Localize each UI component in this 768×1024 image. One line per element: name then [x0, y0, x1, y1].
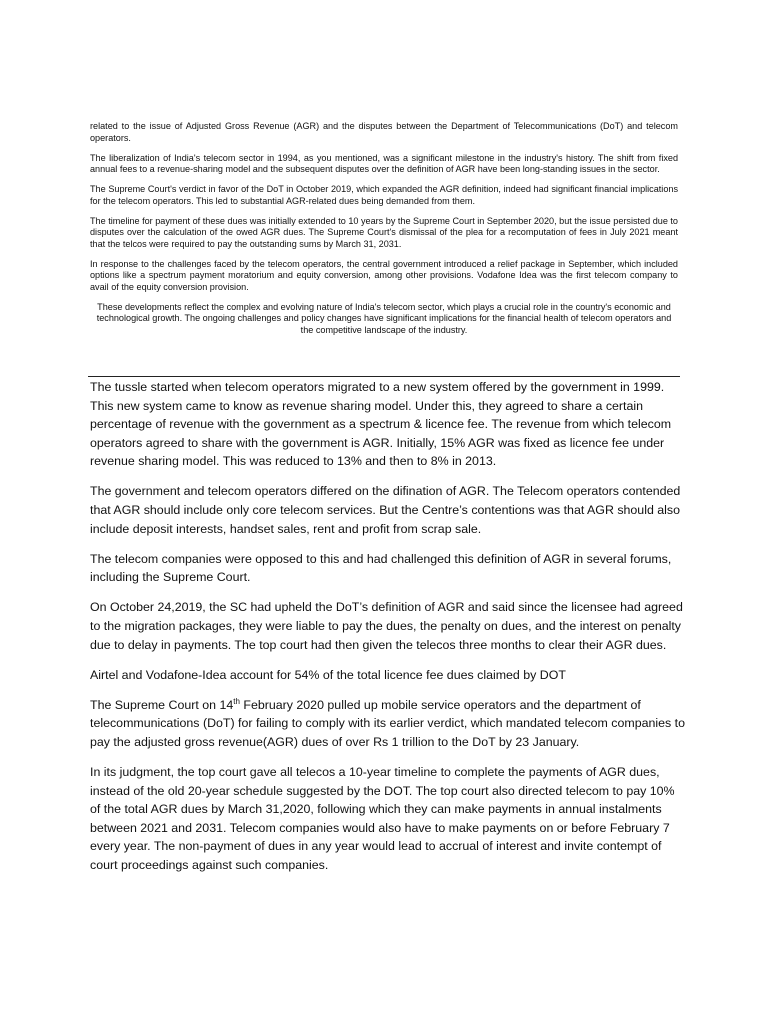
summary-paragraph: In response to the challenges faced by the telecom operators, the central government introduced a relief package in September, which included options like a spectrum payment moratorium and equity conversion, among other provisions. Vodafone Idea was the first telecom company to avail of the equity conversion provision. — [90, 258, 678, 292]
summary-conclusion: These developments reflect the complex and evolving nature of India's telecom sector, which plays a crucial role in the country's economic and technological growth. The ongoing challenges and policy changes have significant implications for the financial health of telecom operators and the competitive landscape of the industry. — [96, 301, 672, 335]
body-paragraph: The tussle started when telecom operators migrated to a new system offered by the government in 1999. This new system came to know as revenue sharing model. Under this, they agreed to share a certain percentage of revenue with the government as a spectrum & licence fee. The revenue from which telecom operators agreed to share with the government is AGR. Initially, 15% AGR was fixed as licence fee under revenue sharing model. This was reduced to 13% and then to 8% in 2013. — [90, 380, 672, 469]
body-paragraph — [90, 696, 686, 752]
body-paragraph: Airtel and Vodafone-Idea account for 54% of the total licence fee dues claimed by DOT — [90, 667, 566, 682]
summary-section — [90, 121, 678, 336]
summary-paragraph: The liberalization of India's telecom sector in 1994, as you mentioned, was a significant milestone in the industry's history. The shift from fixed annual fees to a revenue-sharing model and the subsequent disputes over the definition of AGR have been long-standing issues in the sector. — [90, 152, 678, 174]
body-text: The Supreme Court on 14 — [90, 697, 234, 712]
body-text: February 2020 pulled up mobile service operators and the department of telecommunications (DoT) for failing to comply with its earlier verdict, which mandated telecom companies to pay the adjusted gross revenue(AGR) dues of over Rs 1 trillion to the DoT by 23 January. — [90, 697, 685, 749]
section-divider — [88, 376, 680, 377]
body-paragraph: The government and telecom operators differed on the difination of AGR. The Telecom operators contended that AGR should include only core telecom services. But the Centre’s contentions was that AGR should also include deposit interests, handset sales, rent and profit from scrap sale. — [90, 484, 681, 536]
body-paragraph: In its judgment, the top court gave all telecos a 10-year timeline to complete the payments of AGR dues, instead of the old 20-year schedule suggested by the DOT. The top court also directed telecom to pay 10% of the total AGR dues by March 31,2020, following which they can make payments in annual instalments between 2021 and 2031. Telecom companies would also have to make payments on or before February 7 every year. The non-payment of dues in any year would lead to accrual of interest and invite contempt of court proceedings against such companies. — [90, 765, 675, 873]
summary-paragraph: The Supreme Court's verdict in favor of the DoT in October 2019, which expanded the AGR definition, indeed had significant financial implications for the telecom operators. This led to substantial AGR-related dues being demanded from them. — [90, 184, 678, 206]
main-body — [90, 378, 686, 886]
body-paragraph: On October 24,2019, the SC had upheld the DoT’s definition of AGR and said since the licensee had agreed to the migration packages, they were liable to pay the dues, the penalty on dues, and the interest on penalty due to delay in payments. The top court had then given the telecos three months to clear their AGR dues. — [90, 600, 683, 652]
summary-paragraph: The timeline for payment of these dues was initially extended to 10 years by the Supreme Court in September 2020, but the issue persisted due to disputes over the calculation of the owed AGR dues. The Supreme Court's dismissal of the plea for a recomputation of fees in July 2021 meant that the telcos were required to pay the outstanding sums by March 31, 2031. — [90, 215, 678, 249]
summary-paragraph: related to the issue of Adjusted Gross Revenue (AGR) and the disputes between the Department of Telecommunications (DoT) and telecom operators. — [90, 121, 678, 143]
body-paragraph: The telecom companies were opposed to this and had challenged this definition of AGR in several forums, including the Supreme Court. — [90, 551, 672, 585]
ordinal-suffix: th — [233, 696, 240, 706]
